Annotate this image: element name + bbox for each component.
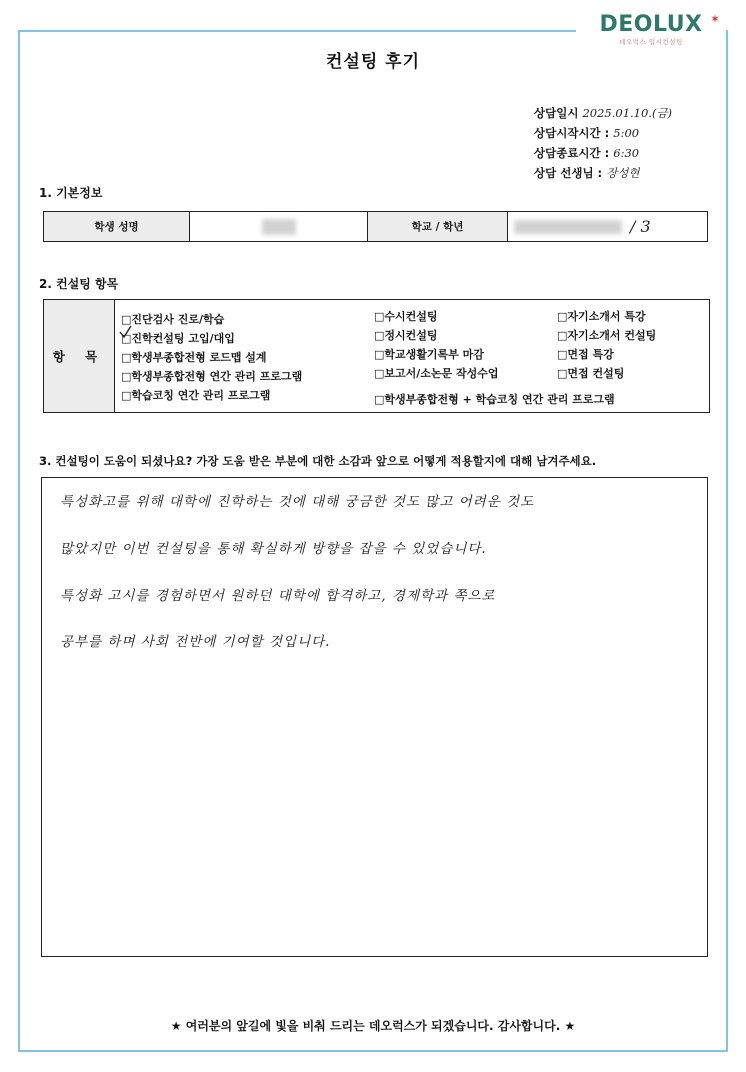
section2-heading: 2. 컨설팅 항목: [39, 277, 119, 291]
option-regular-admission: □정시컨설팅: [374, 329, 438, 342]
brand-tagline: 데오럭스 입시컨설팅: [619, 38, 683, 46]
meta-teacher-value: 장성현: [606, 166, 640, 180]
meta-date-label: 상담일시: [534, 106, 579, 120]
meta-end-value: 6:30: [613, 146, 640, 160]
answer-line: 많았지만 이번 컨설팅을 통해 확실하게 방향을 잡을 수 있었습니다.: [60, 541, 487, 557]
section1-heading: 1. 기본정보: [39, 186, 103, 200]
option-report-writing: □보고서/소논문 작성수업: [374, 367, 499, 380]
meta-start-value: 5:00: [613, 126, 640, 140]
meta-teacher: [534, 163, 672, 183]
option-self-intro-lecture: □자기소개서 특강: [557, 310, 646, 323]
meta-teacher-label: 상담 선생님 :: [534, 166, 603, 180]
redacted-name: [262, 219, 296, 235]
school-grade-value: [508, 212, 707, 241]
consultation-meta: [534, 103, 672, 183]
meta-start: [534, 123, 672, 143]
brand-name: DEOLUX: [599, 12, 703, 37]
meta-start-label: 상담시작시간 :: [534, 126, 610, 140]
meta-end: [534, 143, 672, 163]
answer-box: [41, 477, 708, 957]
option-annual-management: □학생부종합전형 연간 관리 프로그램: [121, 370, 303, 383]
checkmark-icon: [118, 325, 132, 339]
meta-date-value: 2025.01.10.(금): [582, 106, 673, 120]
option-roadmap-design: □학생부종합전형 로드맵 설계: [121, 351, 267, 364]
items-row-label: 항 목: [44, 300, 115, 412]
basic-info-table: [43, 211, 708, 242]
meta-date: [534, 103, 672, 123]
grade-value: / 3: [630, 217, 651, 236]
option-learning-coaching: □학습코칭 연간 관리 프로그램: [121, 389, 271, 402]
option-early-admission: □수시컨설팅: [374, 310, 438, 323]
page-title: 컨설팅 후기: [325, 52, 421, 72]
redacted-school: [514, 220, 622, 234]
option-diagnostic-test: □진단검사 진로/학습: [121, 313, 225, 326]
answer-line: 특성화 고시를 경험하면서 원하던 대학에 합격하고, 경제학과 쪽으로: [60, 588, 496, 604]
consulting-items-table: [43, 299, 710, 413]
star-icon: ✶: [709, 12, 720, 26]
school-grade-label: 학교 / 학년: [368, 212, 508, 241]
option-admission-consulting: [121, 330, 235, 346]
meta-end-label: 상담종료시간 :: [534, 146, 610, 160]
option-self-intro-consulting: □자기소개서 컨설팅: [557, 329, 657, 342]
option-interview-lecture: □면접 특강: [557, 348, 614, 361]
student-name-label: 학생 성명: [44, 212, 190, 241]
answer-line: 공부를 하며 사회 전반에 기여할 것입니다.: [60, 634, 331, 650]
option-admission-consulting-label: □진학컨설팅 고입/대입: [121, 332, 235, 345]
student-name-value: [190, 212, 368, 241]
section3-question: 3. 컨설팅이 도움이 되셨나요? 가장 도움 받은 부분에 대한 소감과 앞으로 어떻게 적용할지에 대해 남겨주세요.: [39, 454, 597, 468]
footer-message: ★ 여러분의 앞길에 빛을 비춰 드리는 데오럭스가 되겠습니다. 감사합니다. ★: [170, 1019, 576, 1033]
answer-line: 특성화고를 위해 대학에 진학하는 것에 대해 궁금한 것도 많고 어려운 것도: [60, 494, 535, 510]
option-record-closing: □학교생활기록부 마감: [374, 348, 484, 361]
option-interview-consulting: □면접 컨설팅: [557, 367, 625, 380]
option-combo-program: □학생부종합전형 + 학습코칭 연간 관리 프로그램: [374, 393, 615, 406]
